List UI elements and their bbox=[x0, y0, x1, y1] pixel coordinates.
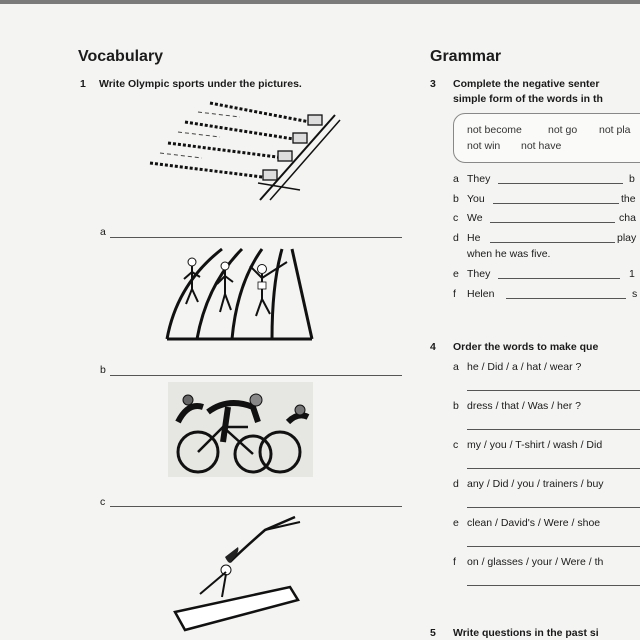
ex4-answer-a[interactable] bbox=[467, 390, 640, 391]
ex3-blank-c[interactable] bbox=[490, 222, 615, 223]
ex4-letter: b bbox=[453, 400, 459, 412]
grammar-heading: Grammar bbox=[430, 48, 502, 65]
ex4-answer-e[interactable] bbox=[467, 546, 640, 547]
ex3-letter: e bbox=[453, 268, 459, 280]
ex3-sentence-end: 1 bbox=[629, 268, 635, 280]
word-box-item: not win bbox=[467, 140, 501, 152]
ex3-sentence-end: s bbox=[632, 288, 638, 300]
ex3-blank-b[interactable] bbox=[493, 203, 619, 204]
ex4-words: any / Did / you / trainers / buy bbox=[467, 478, 604, 490]
ex3-letter: f bbox=[453, 288, 456, 300]
item-c-letter: c bbox=[100, 496, 106, 508]
ex4-letter: a bbox=[453, 361, 459, 373]
ex3-letter: d bbox=[453, 232, 459, 244]
ex4-words: clean / David's / Were / shoe bbox=[467, 517, 601, 529]
exercise-4-instruction: Order the words to make que bbox=[453, 341, 599, 353]
exercise-1-instruction: Write Olympic sports under the pictures. bbox=[99, 78, 302, 90]
answer-line-b[interactable] bbox=[110, 375, 402, 376]
ex3-sentence-end: b bbox=[629, 173, 635, 185]
ex3-letter: b bbox=[453, 193, 459, 205]
ex4-letter: e bbox=[453, 517, 459, 529]
vocabulary-heading: Vocabulary bbox=[78, 48, 164, 65]
ex4-letter: c bbox=[453, 439, 459, 451]
word-box-item: not pla bbox=[599, 124, 631, 136]
exercise-3-number: 3 bbox=[430, 78, 436, 90]
word-box bbox=[453, 113, 640, 163]
ex4-letter: f bbox=[453, 556, 456, 568]
ex4-letter: d bbox=[453, 478, 459, 490]
ex4-answer-b[interactable] bbox=[467, 429, 640, 430]
ex3-blank-e[interactable] bbox=[498, 278, 620, 279]
ex3-continuation: when he was five. bbox=[467, 248, 551, 260]
ex4-words: he / Did / a / hat / wear ? bbox=[467, 361, 582, 373]
ex4-words: my / you / T-shirt / wash / Did bbox=[467, 439, 603, 451]
exercise-5-number: 5 bbox=[430, 627, 436, 639]
item-b-letter: b bbox=[100, 364, 106, 376]
running-icon bbox=[162, 244, 317, 344]
ex3-blank-d[interactable] bbox=[490, 242, 615, 243]
ex3-sentence-start: You bbox=[467, 193, 485, 205]
word-box-item: not go bbox=[548, 124, 578, 136]
swimming-icon bbox=[140, 95, 350, 205]
answer-line-a[interactable] bbox=[110, 237, 402, 238]
page-top-border bbox=[0, 0, 640, 4]
ex4-answer-c[interactable] bbox=[467, 468, 640, 469]
ex3-sentence-start: They bbox=[467, 268, 491, 280]
ex4-words: on / glasses / your / Were / th bbox=[467, 556, 604, 568]
item-a-letter: a bbox=[100, 226, 106, 238]
exercise-4-number: 4 bbox=[430, 341, 436, 353]
ex3-letter: c bbox=[453, 212, 459, 224]
ex3-sentence-end: the bbox=[621, 193, 636, 205]
ex3-sentence-start: Helen bbox=[467, 288, 495, 300]
ex3-sentence-start: We bbox=[467, 212, 483, 224]
ex3-blank-f[interactable] bbox=[506, 298, 626, 299]
ex3-blank-a[interactable] bbox=[498, 183, 623, 184]
exercise-5-instruction: Write questions in the past si bbox=[453, 627, 599, 639]
cycling-icon bbox=[168, 382, 313, 477]
ex4-answer-f[interactable] bbox=[467, 585, 640, 586]
ex4-words: dress / that / Was / her ? bbox=[467, 400, 581, 412]
exercise-3-instruction-line-1: Complete the negative senter bbox=[453, 78, 600, 90]
exercise-1-number: 1 bbox=[80, 78, 86, 90]
ex3-sentence-start: He bbox=[467, 232, 481, 244]
ex3-sentence-start: They bbox=[467, 173, 491, 185]
ex3-letter: a bbox=[453, 173, 459, 185]
exercise-3-instruction-line-2: simple form of the words in th bbox=[453, 93, 603, 105]
word-box-item: not have bbox=[521, 140, 562, 152]
answer-line-c[interactable] bbox=[110, 506, 402, 507]
gymnastics-icon bbox=[170, 512, 310, 637]
ex3-sentence-end: play bbox=[617, 232, 637, 244]
word-box-item: not become bbox=[467, 124, 522, 136]
ex3-sentence-end: cha bbox=[619, 212, 636, 224]
ex4-answer-d[interactable] bbox=[467, 507, 640, 508]
